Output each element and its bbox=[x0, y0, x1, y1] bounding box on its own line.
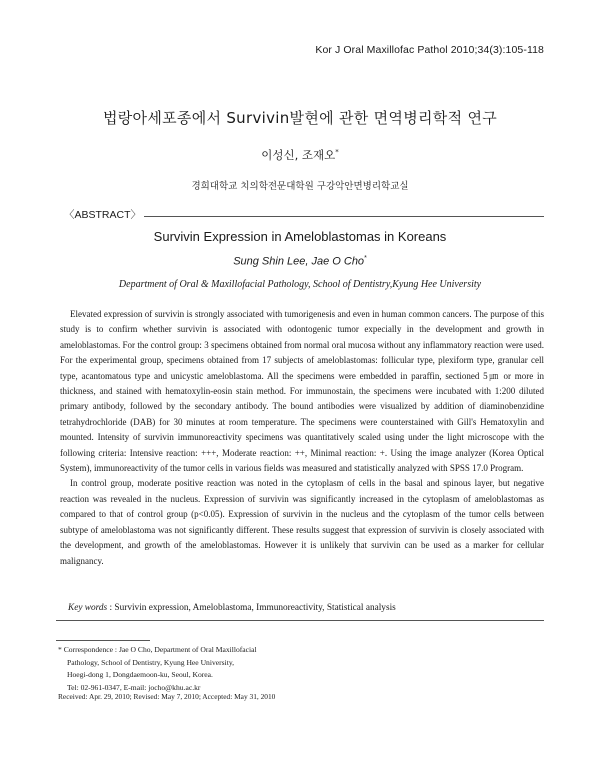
keywords-label: Key words bbox=[68, 603, 108, 613]
english-affiliation: Department of Oral & Maxillofacial Pathology, School of Dentistry,Kyung Hee University bbox=[118, 279, 482, 290]
korean-affiliation: 경희대학교 치의학전문대학원 구강악안면병리학교실 bbox=[191, 181, 409, 192]
abstract-paragraph-2: In control group, moderate positive reaction was noted in the cytoplasm of cells in the basal and spinous layer, but negative reaction was revealed in the nucleus. Expression of survivin was significantly increased in the cytoplasm of ameloblastomas as compared to that of control group (p<0.05). Expression of survivin in the nucleus and the cytoplasm of the tumor cells between subtype of ameloblastoma was not significantly different. These results suggest that expression of survivin is closely associated with the development, and growth of the ameloblastomas. However it is unlikely that survivin can be used as a marker for cellular malignancy. bbox=[60, 478, 544, 566]
korean-author-names: 이성신, 조재오 bbox=[261, 148, 336, 162]
divider-top bbox=[144, 216, 544, 217]
korean-title: 법랑아세포종에서 Survivin발현에 관한 면역병리학적 연구 bbox=[102, 109, 498, 127]
abstract-heading: 〈ABSTRACT〉 bbox=[64, 209, 142, 221]
korean-author-mark: * bbox=[335, 148, 339, 157]
abstract-paragraph-1: Elevated expression of survivin is strongly associated with tumorigenesis and even in human common cancers. The purpose of this study is to confirm whether survivin is associated with odontogenic tumor expecially in the development and growth in ameloblastomas. For the control group: 3 specimens obtained from normal oral mucosa without any inflammatory reaction were used. For the experimental group, specimens obtained from 17 subjects of ameloblastomas: follicular type, plexiform type, granular cell type, acantomatous type and unicystic ameloblastoma. All the specimens were embedded in paraffin, sectioned 5㎛ or more in thickness, and stained with hematoxylin-eosin stain method. For immunostain, the specimens were incubated with 1:200 diluted primary antibody, followed by the secondary antibody. The bound antibodies were visualized by addition of diaminobenzidine tetrahydrochloride (DAB) for 30 minutes at room temperature. The specimens were counterstained with Gill's Hematoxylin and mounted. Intensity of survivin immunoreactivity specimens was quantitatively scaled using under the light microscope with the following criteria: Intensive reaction: +++, Moderate reaction: ++, Minimal reaction: +. Using the image analyzer (Korea Optical System), immunoreactivity of the tumor cells in various fields was measured and statistically analyzed with SPSS 17.0 Program. bbox=[60, 309, 544, 474]
english-author-names: Sung Shin Lee, Jae O Cho bbox=[233, 255, 365, 268]
correspondence-line: Pathology, School of Dentistry, Kyung Hee University, bbox=[67, 657, 235, 667]
keywords-text: : Survivin expression, Ameloblastoma, Immunoreactivity, Statistical analysis bbox=[109, 603, 396, 613]
english-author-mark: * bbox=[364, 255, 367, 262]
journal-reference: Kor J Oral Maxillofac Pathol 2010;34(3):105-118 bbox=[315, 44, 544, 56]
correspondence-line: Tel: 02-961-0347, E-mail: jocho@khu.ac.kr bbox=[67, 682, 201, 692]
correspondence-line: * Correspondence : Jae O Cho, Department of Oral Maxillofacial bbox=[58, 645, 257, 654]
keywords bbox=[68, 603, 396, 613]
correspondence-note bbox=[58, 644, 257, 694]
english-authors bbox=[0, 255, 600, 268]
footnote-divider bbox=[56, 640, 150, 641]
divider-bottom bbox=[56, 620, 544, 621]
english-title: Survivin Expression in Ameloblastomas in Koreans bbox=[153, 229, 447, 244]
received-dates: Received: Apr. 29, 2010; Revised: May 7, 2010; Accepted: May 31, 2010 bbox=[58, 692, 276, 701]
abstract-body bbox=[60, 307, 544, 569]
correspondence-line: Hoegi-dong 1, Dongdaemoon-ku, Seoul, Korea. bbox=[67, 670, 213, 679]
korean-authors bbox=[0, 147, 600, 163]
